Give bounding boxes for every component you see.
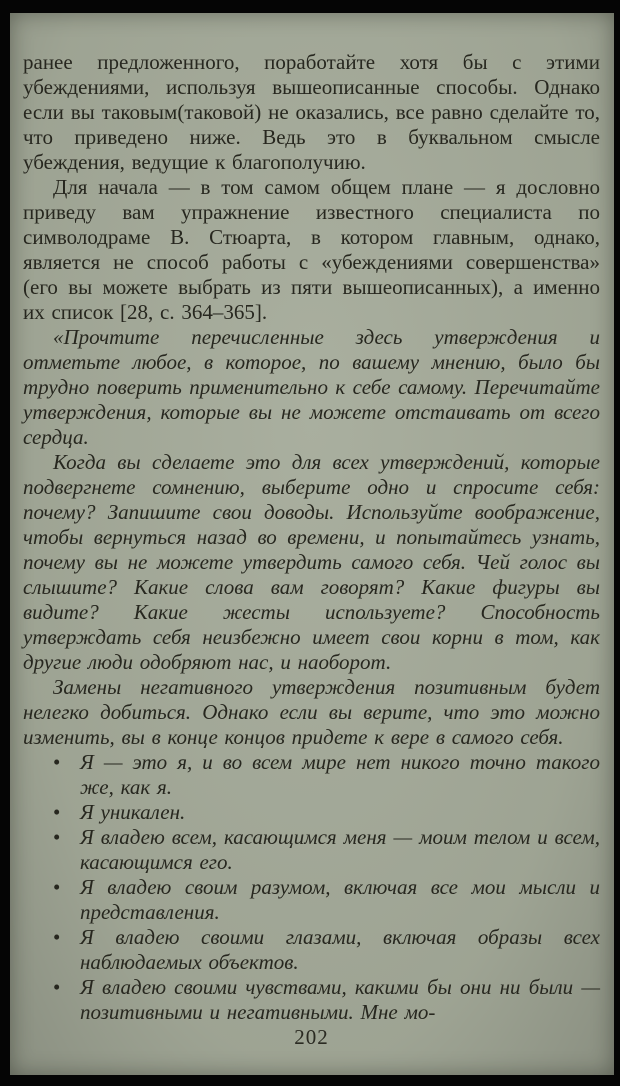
list-item	[23, 800, 600, 825]
bullet-icon: •	[53, 875, 61, 899]
bullet-text: Я владею своими глазами, включая образы всех наблюдаемых объектов.	[80, 925, 600, 974]
bullet-text: Я владею своими чувствами, какими бы они ни были — позитивными и негативными. Мне мо-	[80, 975, 600, 1024]
paragraph-continuation: ранее предложенного, поработайте хотя бы с этими убеждениями, используя вышеописанные способы. Однако если вы таковым(таковой) не оказались, все равно сделайте то, что приведено ниже. Ведь это в буквальном смысле убеждения, ведущие к благополучию.	[23, 50, 600, 174]
page-content	[10, 13, 614, 1075]
page-number: 202	[294, 1025, 329, 1049]
bullet-icon: •	[53, 925, 61, 949]
list-item	[23, 975, 600, 1025]
paragraph-quote: Замены негативного утверждения позитивным будет нелегко добиться. Однако если вы верите, что это можно изменить, вы в конце концов придете к вере в самого себя.	[23, 675, 600, 749]
bullet-list	[23, 750, 600, 1025]
body-text	[23, 50, 600, 1025]
paragraph-quote: «Прочтите перечисленные здесь утверждения и отметьте любое, в которое, по вашему мнению, было бы трудно поверить применительно к себе самому. Перечитайте утверждения, которые вы не можете отстаивать от всего сердца.	[23, 325, 600, 449]
bullet-icon: •	[53, 800, 61, 824]
bullet-text: Я владею всем, касающимся меня — моим телом и всем, касающимся его.	[80, 825, 600, 874]
list-item	[23, 925, 600, 975]
bullet-text: Я владею своим разумом, включая все мои мысли и представления.	[80, 875, 600, 924]
list-item	[23, 825, 600, 875]
bullet-icon: •	[53, 750, 61, 774]
paragraph-quote: Когда вы сделаете это для всех утверждений, которые подвергнете сомнению, выберите одно и спросите себя: почему? Запишите свои доводы. Используйте воображение, чтобы вернуться назад во времени, и попытайтесь узнать, почему вы не можете утвердить самого себя. Чей голос вы слышите? Какие слова вам говорят? Какие фигуры вы видите? Какие жесты используете? Способность утверждать себя неизбежно имеет свои корни в том, как другие люди одобряют нас, и наоборот.	[23, 450, 600, 674]
list-item	[23, 750, 600, 800]
bullet-text: Я уникален.	[80, 800, 186, 824]
list-item	[23, 875, 600, 925]
bullet-text: Я — это я, и во всем мире нет никого точно такого же, как я.	[80, 750, 600, 799]
paragraph: Для начала — в том самом общем плане — я дословно приведу вам упражнение известного специалиста по символодраме В. Стюарта, в котором главным, однако, является не способ работы с «убеждениями совершенства» (его вы можете выбрать из пяти вышеописанных), а именно их список [28, с. 364–365].	[23, 175, 600, 324]
bullet-icon: •	[53, 975, 61, 999]
bullet-icon: •	[53, 825, 61, 849]
